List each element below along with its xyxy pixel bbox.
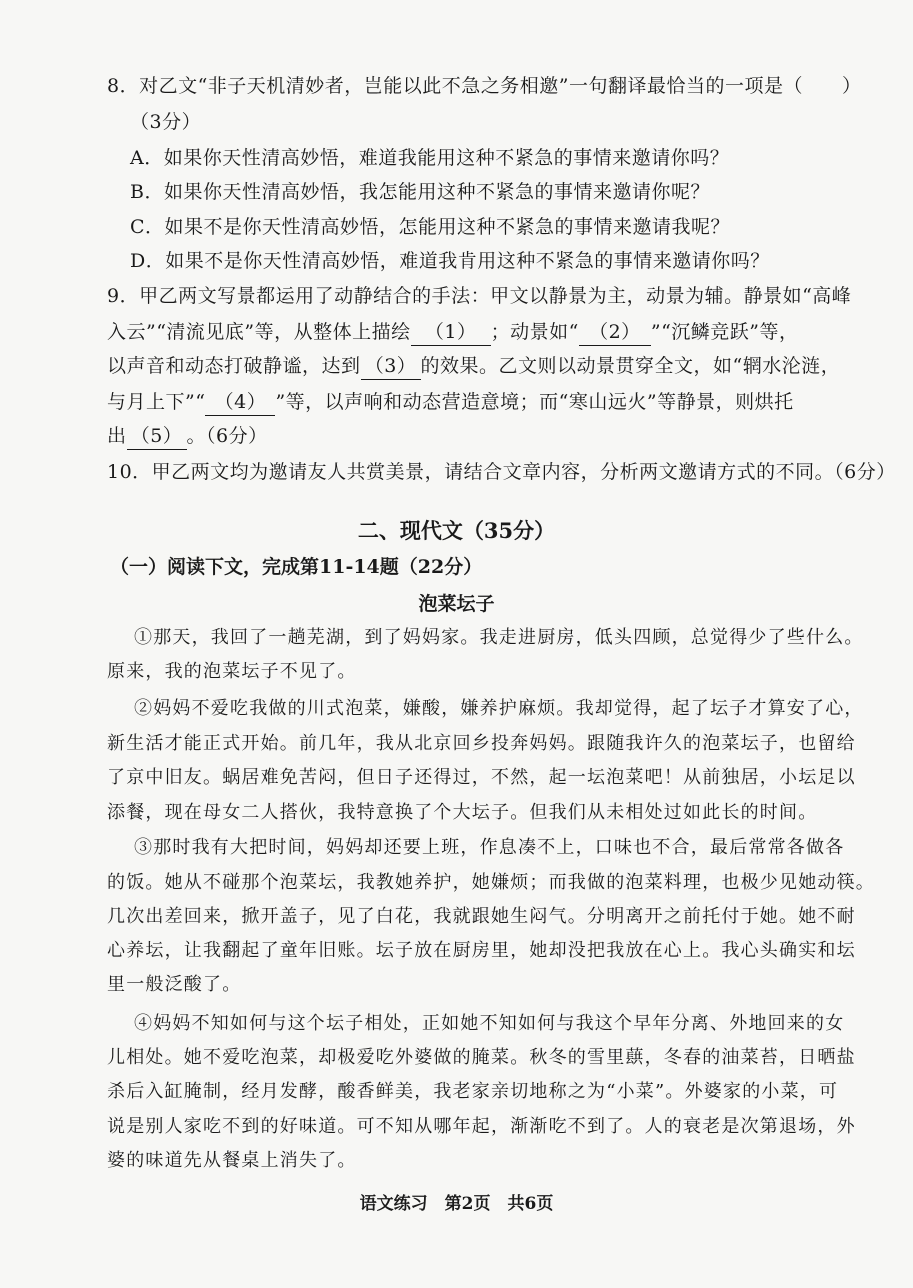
article-line: 婆的味道先从餐桌上消失了。 (107, 1150, 357, 1171)
section-title: 二、现代文（35分） (357, 518, 556, 543)
question-9-text: ”等，以声响和动态营造意境；而“寒山远火”等静景，则烘托 (275, 391, 794, 413)
question-9-text: 。（6分） (186, 425, 268, 447)
answer-blank-2: （2） (579, 319, 651, 346)
answer-blank-5: （5） (127, 423, 187, 450)
article-line: 几次出差回来，掀开盖子，见了白花，我就跟她生闷气。分明离开之前托付于她。她不耐 (107, 906, 856, 927)
question-8-option-b: B．如果你天性清高妙悟，我怎能用这种不紧急的事情来邀请你呢？ (130, 181, 710, 203)
question-9-line-3 (0, 350, 913, 382)
question-8-option-d: D．如果不是你天性清高妙悟，难道我肯用这种不紧急的事情来邀请你吗？ (130, 250, 770, 272)
article-line: 新生活才能正式开始。前几年，我从北京回乡投奔妈妈。跟随我许久的泡菜坛子，也留给 (107, 733, 856, 754)
article-title: 泡菜坛子 (418, 593, 495, 615)
article-line: 添餐，现在母女二人搭伙，我特意换了个大坛子。但我们从未相处过如此长的时间。 (107, 802, 818, 823)
subsection-title: （一）阅读下文，完成第11-14题（22分） (110, 556, 483, 578)
article-line: 杀后入缸腌制，经月发酵，酸香鲜美，我老家亲切地称之为“小菜”。外婆家的小菜，可 (107, 1081, 839, 1102)
question-9-text: 的效果。乙文则以动景贯穿全文，如“辋水沦涟， (420, 355, 841, 377)
article-line: ④妈妈不知如何与这个坛子相处，正如她不知如何与我这个早年分离、外地回来的女 (134, 1013, 845, 1034)
article-line: ②妈妈不爱吃我做的川式泡菜，嫌酸，嫌养护麻烦。我却觉得，起了坛子才算安了心， (134, 698, 864, 719)
answer-blank-3: （3） (361, 353, 421, 380)
question-9-line-1: 9．甲乙两文写景都运用了动静结合的手法：甲文以静景为主，动景为辅。静景如“高峰 (107, 285, 852, 307)
article-line: 说是别人家吃不到的好味道。可不知从哪年起，渐渐吃不到了。人的衰老是次第退场，外 (107, 1116, 856, 1137)
question-8-option-a: A．如果你天性清高妙悟，难道我能用这种不紧急的事情来邀请你吗？ (130, 147, 730, 169)
question-8-score: （3分） (130, 111, 202, 133)
article-line: 儿相处。她不爱吃泡菜，却极爱吃外婆做的腌菜。秋冬的雪里蕻，冬春的油菜苔，日晒盐 (107, 1047, 856, 1068)
answer-blank-4: （4） (205, 389, 275, 416)
question-8-option-c: C．如果不是你天性清高妙悟，怎能用这种不紧急的事情来邀请我呢？ (130, 216, 731, 238)
question-9-line-5 (0, 420, 913, 452)
question-9-text: 出 (107, 425, 127, 447)
article-line: 了京中旧友。蜗居难免苦闷，但日子还得过，不然，起一坛泡菜吧！从前独居，小坛足以 (107, 767, 856, 788)
question-9-text: 以声音和动态打破静谧，达到 (107, 355, 361, 377)
article-line: 的饭。她从不碰那个泡菜坛，我教她养护，她嫌烦；而我做的泡菜料理，也极少见她动筷。 (107, 872, 875, 893)
question-9-text: 入云”“清流见底”等，从整体上描绘 (107, 321, 411, 343)
article-line: ①那天，我回了一趟芜湖，到了妈妈家。我走进厨房，低头四顾，总觉得少了些什么。 (134, 627, 864, 648)
question-8-stem: 8．对乙文“非子天机清妙者，岂能以此不急之务相邀”一句翻译最恰当的一项是（ ） (107, 75, 862, 97)
question-10: 10．甲乙两文均为邀请友人共赏美景，请结合文章内容，分析两文邀请方式的不同。（6分） (107, 461, 896, 483)
article-line: 心养坛，让我翻起了童年旧账。坛子放在厨房里，她却没把我放在心上。我心头确实和坛 (107, 940, 856, 961)
answer-blank-1: （1） (411, 319, 491, 346)
article-line: ③那时我有大把时间，妈妈却还要上班，作息凑不上，口味也不合，最后常常各做各 (134, 837, 845, 858)
question-9-line-2 (0, 316, 913, 348)
question-9-text: 与月上下”“ (107, 391, 206, 413)
question-9-line-4 (0, 386, 913, 418)
question-9-text: ；动景如“ (490, 321, 579, 343)
article-line: 原来，我的泡菜坛子不见了。 (107, 661, 357, 682)
page-footer: 语文练习 第2页 共6页 (359, 1194, 554, 1214)
article-line: 里一般泛酸了。 (107, 974, 242, 995)
question-9-text: ”“沉鳞竞跃”等， (650, 321, 799, 343)
